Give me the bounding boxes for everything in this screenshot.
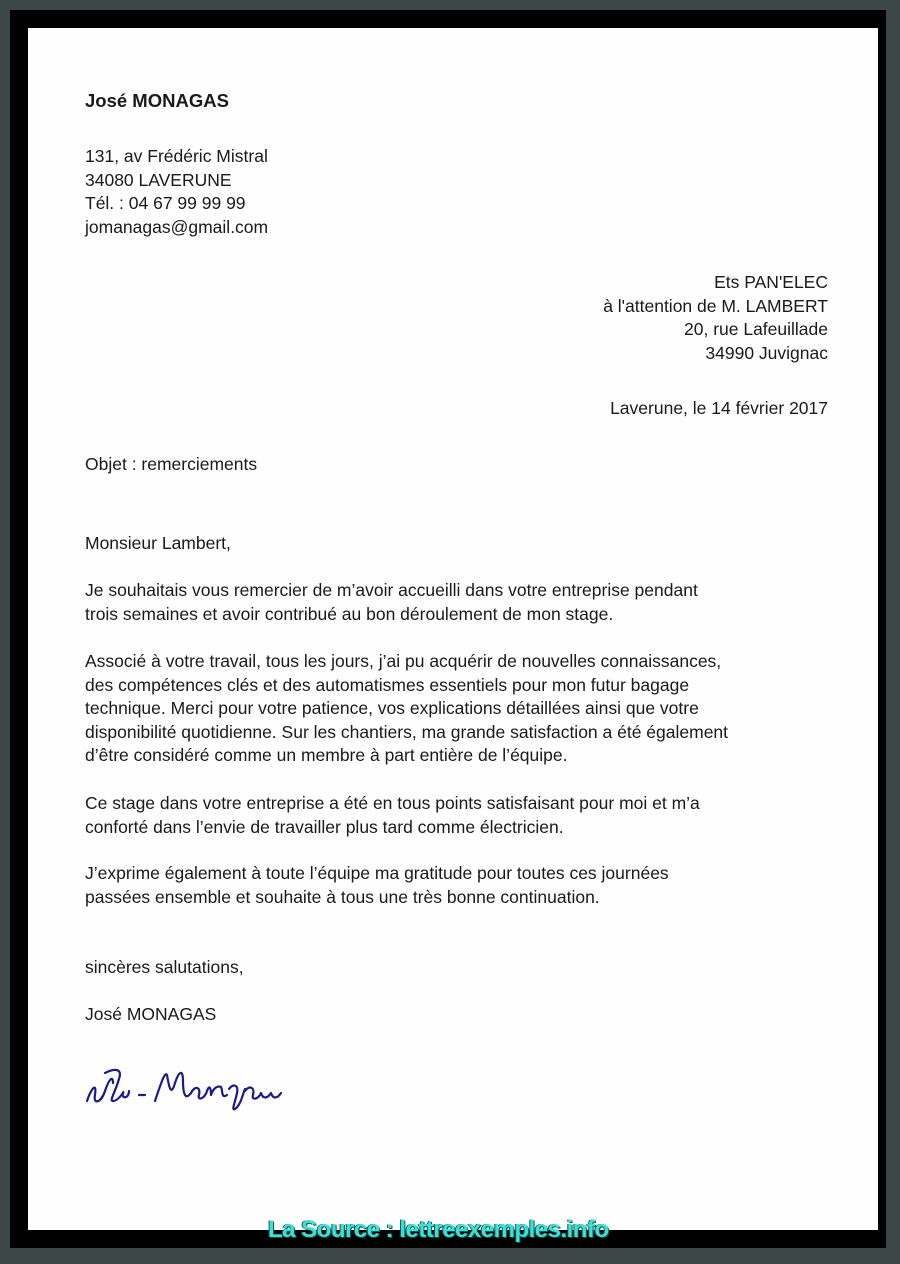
recipient-line: 34990 Juvignac [705,342,828,363]
paragraph-line: Je souhaitais vous remercier de m’avoir accueilli dans votre entreprise pendant [85,580,698,600]
paragraph-line: J’exprime également à toute l’équipe ma gratitude pour toutes ces journées [85,863,669,883]
body-paragraph [85,862,669,909]
closing: sincères salutations, [85,957,244,977]
paragraph-line: disponibilité quotidienne. Sur les chantiers, ma grande satisfaction a été également [85,721,729,742]
sender-address-line: 34080 LAVERUNE [85,169,232,190]
signoff-name: José MONAGAS [85,1004,217,1024]
paragraph-line: conforté dans l’envie de travailler plus tard comme électricien. [85,816,564,837]
paragraph-line: Associé à votre travail, tous les jours, j’ai pu acquérir de nouvelles connaissances, [85,651,722,671]
paragraph-line: trois semaines et avoir contribué au bon déroulement de mon stage. [85,603,614,624]
page-frame [10,10,886,1248]
letter-subject: Objet : remerciements [85,454,258,474]
sender-address [85,145,268,239]
signature-icon [83,1053,313,1113]
recipient-line: à l'attention de M. LAMBERT [603,295,828,316]
letter-date: Laverune, le 14 février 2017 [610,398,828,418]
greeting: Monsieur Lambert, [85,533,231,553]
watermark-source: La Source : lettreexemples.info [268,1216,609,1243]
recipient-line: Ets PAN'ELEC [714,272,828,292]
sender-address-line: 131, av Frédéric Mistral [85,146,268,166]
sender-email: jomanagas@gmail.com [85,216,269,237]
sender-phone: Tél. : 04 67 99 99 99 [85,193,246,213]
sender-name: José MONAGAS [85,90,229,111]
body-paragraph [85,579,698,626]
body-paragraph [85,792,700,839]
handwritten-signature [83,1053,313,1118]
paragraph-line: d’être considéré comme un membre à part entière de l’équipe. [85,745,568,765]
paragraph-line: Ce stage dans votre entreprise a été en tous points satisfaisant pour moi et m’a [85,793,700,813]
body-paragraph [85,650,728,768]
recipient-address [603,271,828,365]
paragraph-line: des compétences clés et des automatismes essentiels pour mon futur bagage [85,674,690,695]
paragraph-line: technique. Merci pour votre patience, vos explications détaillées ainsi que votre [85,698,699,718]
paragraph-line: passées ensemble et souhaite à tous une très bonne continuation. [85,886,600,907]
recipient-line: 20, rue Lafeuillade [684,319,828,339]
letter-page [28,28,878,1230]
